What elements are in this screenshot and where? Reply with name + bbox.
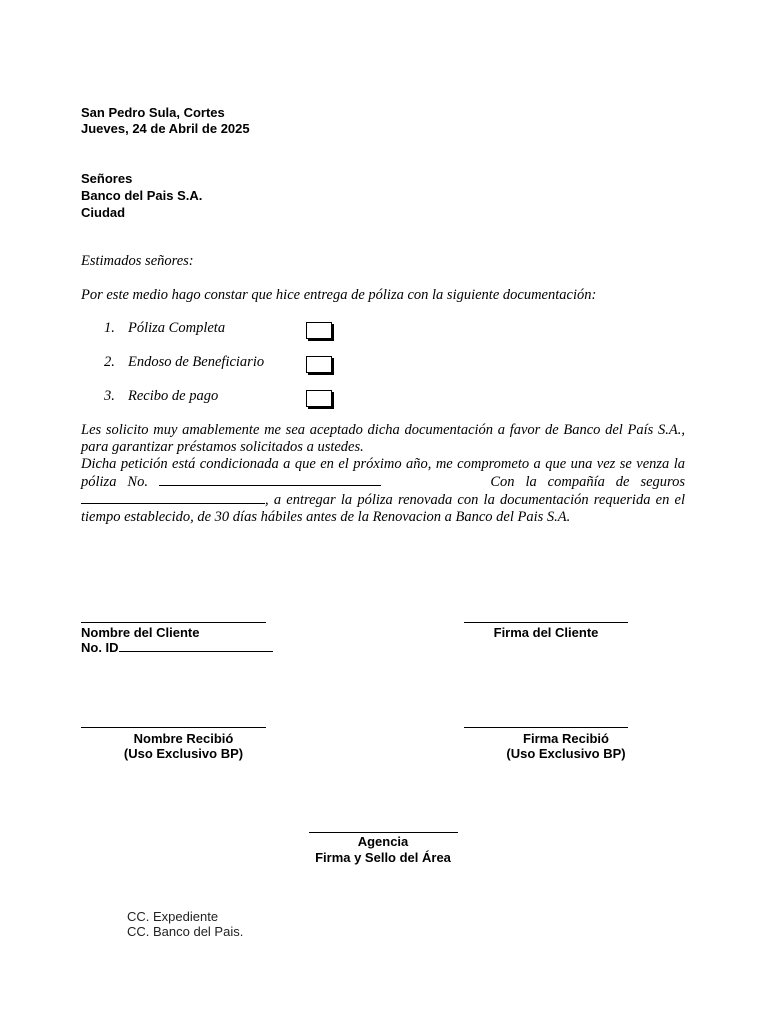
policy-number-field[interactable] <box>159 473 381 486</box>
client-id-label: No. ID <box>81 640 119 655</box>
list-item-number: 1. <box>104 320 115 336</box>
checkbox-poliza-completa[interactable] <box>306 322 332 339</box>
received-name-label: Nombre Recibió <box>133 731 234 746</box>
client-signature-line <box>464 622 628 623</box>
body-paragraph-2b: Con la compañía de seguros <box>490 474 686 490</box>
list-item <box>104 354 344 374</box>
city-line: San Pedro Sula, Cortes <box>81 105 225 120</box>
body-text <box>81 422 685 526</box>
recipient-bank: Banco del Pais S.A. <box>81 188 203 203</box>
recipient-city: Ciudad <box>81 205 126 220</box>
cc-banco: CC. Banco del Pais. <box>127 924 244 939</box>
agency-label: Agencia <box>357 834 409 849</box>
list-item-number: 2. <box>104 354 115 370</box>
body-paragraph-2 <box>81 456 685 526</box>
client-id-field[interactable] <box>81 639 273 656</box>
client-signature-label: Firma del Cliente <box>493 625 599 640</box>
cc-expediente: CC. Expediente <box>127 909 219 924</box>
list-item-number: 3. <box>104 388 115 404</box>
recipient-salutation: Señores <box>81 171 133 186</box>
received-name-note: (Uso Exclusivo BP) <box>123 746 244 761</box>
list-item-label: Recibo de pago <box>128 388 219 404</box>
body-paragraph-2a: Dicha petición está condicionada a que en el próximo año, me comprometo a que una vez se venza la póliza No. <box>81 456 685 490</box>
received-name-line <box>81 727 266 728</box>
list-item-label: Endoso de Beneficiario <box>128 354 265 370</box>
received-signature-note: (Uso Exclusivo BP) <box>506 746 626 761</box>
client-name-label: Nombre del Cliente <box>81 625 200 640</box>
agency-note: Firma y Sello del Área <box>315 850 451 865</box>
received-signature-line <box>464 727 628 728</box>
list-item-label: Póliza Completa <box>128 320 226 336</box>
body-paragraph-1: Les solicito muy amablemente me sea aceptado dicha documentación a favor de Banco del País S.A., para garantizar préstamos solicitados a ustedes. <box>81 422 685 455</box>
body-paragraph-2c: , a entregar la póliza renovada con la documentación requerida en el tiempo establecido, de 30 días hábiles antes de la Renovacion a Banco del Pais S.A. <box>81 492 685 525</box>
intro-text: Por este medio hago constar que hice entrega de póliza con la siguiente documentación: <box>81 287 597 303</box>
list-item <box>104 388 344 408</box>
date-line: Jueves, 24 de Abril de 2025 <box>81 121 250 136</box>
checkbox-recibo-pago[interactable] <box>306 390 332 407</box>
checkbox-endoso-beneficiario[interactable] <box>306 356 332 373</box>
greeting: Estimados señores: <box>81 253 194 269</box>
insurance-company-field[interactable] <box>81 491 265 504</box>
client-id-blank[interactable] <box>119 640 273 652</box>
client-name-line <box>81 622 266 623</box>
list-item <box>104 320 344 340</box>
received-signature-label: Firma Recibió <box>523 731 609 746</box>
